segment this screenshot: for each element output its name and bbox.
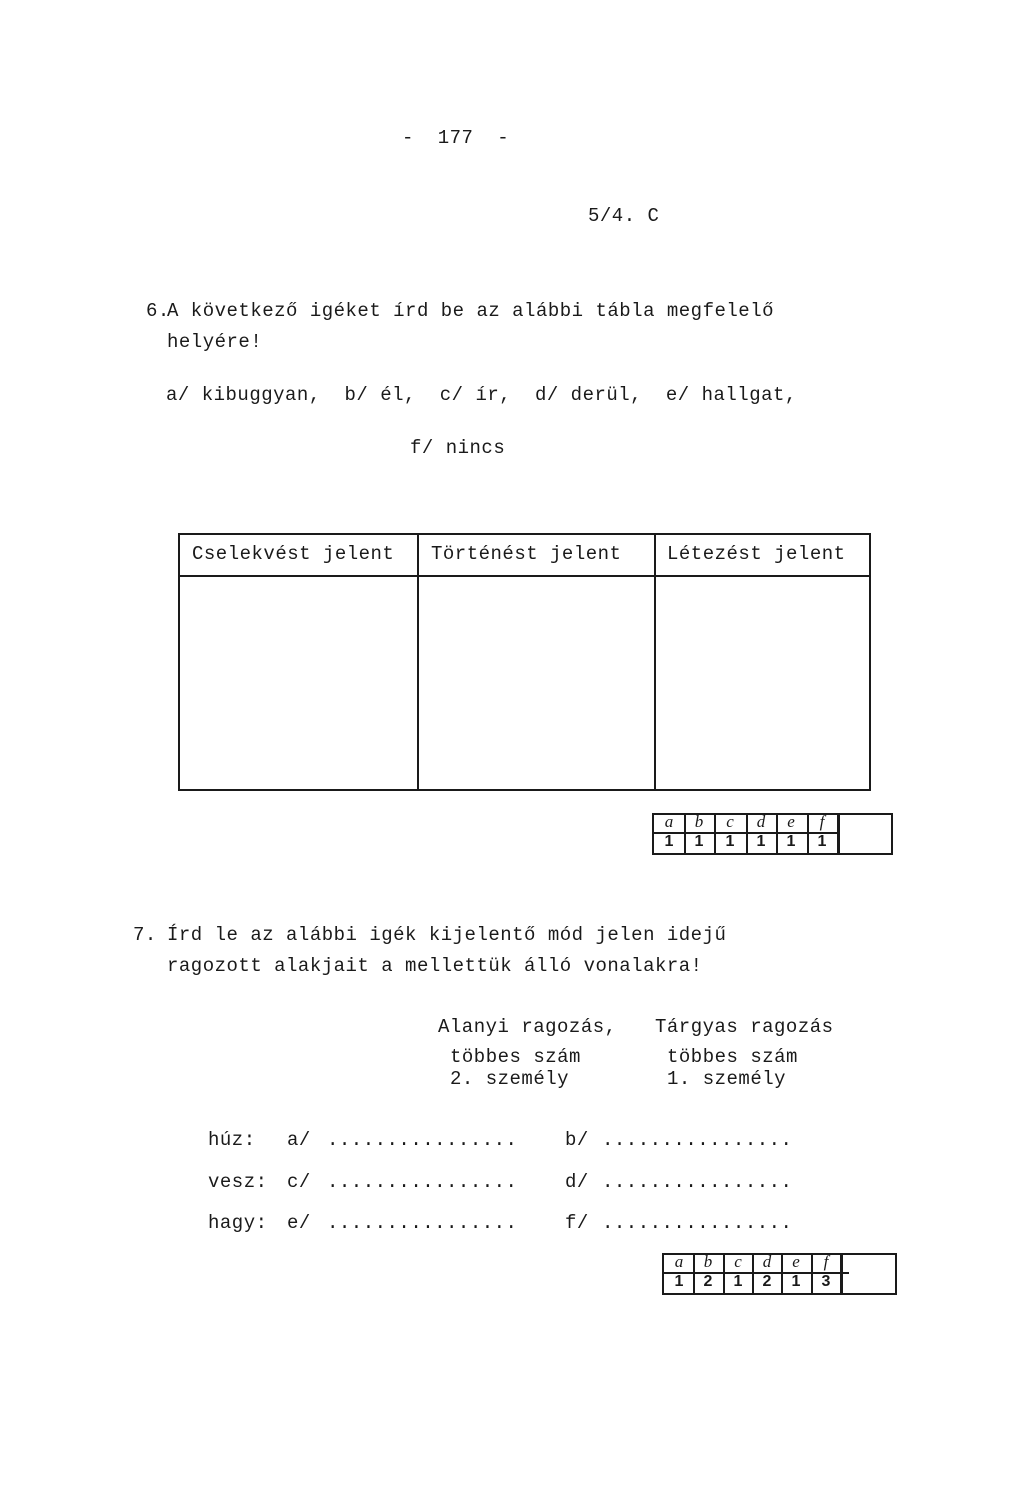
score-letter: a [674, 1252, 684, 1271]
answer-line[interactable]: ................ [602, 1129, 793, 1151]
answer-cell-letezest[interactable] [656, 577, 871, 789]
score-total-box[interactable] [840, 815, 891, 853]
score-total-box[interactable] [843, 1255, 895, 1293]
score-point: 1 [674, 1273, 684, 1290]
exercise-code: 5/4. C [588, 205, 660, 227]
answer-label: a/ [287, 1129, 311, 1151]
score-point: 1 [791, 1273, 801, 1290]
verb-label: húz: [208, 1129, 256, 1151]
task6-instruction-line2: helyére! [167, 331, 263, 353]
score-letter: d [762, 1252, 772, 1271]
answer-label: f/ [565, 1212, 589, 1234]
answer-label: d/ [565, 1171, 589, 1193]
task7-instruction-line2: ragozott alakjait a mellettük álló vonalakra! [167, 955, 703, 977]
col-alanyi-title: Alanyi ragozás, [438, 1016, 617, 1038]
answer-label: e/ [287, 1212, 311, 1234]
task6-number: 6. [146, 300, 170, 322]
verb-classification-table [178, 533, 871, 791]
score-letter: b [703, 1252, 713, 1271]
verb-label: vesz: [208, 1171, 268, 1193]
task6-instruction-line1: A következő igéket írd be az alábbi tábla megfelelő [167, 300, 774, 322]
answer-line[interactable]: ................ [327, 1129, 518, 1151]
answer-line[interactable]: ................ [327, 1171, 518, 1193]
score-letter: c [726, 812, 734, 831]
header-tortenest: Történést jelent [431, 543, 622, 565]
col-targyas-number: többes szám [667, 1046, 798, 1068]
score-point: 1 [733, 1273, 743, 1290]
score-letter: c [734, 1252, 742, 1271]
col-alanyi-person: 2. személy [450, 1068, 570, 1090]
answer-line[interactable]: ................ [602, 1212, 793, 1234]
task6-score-grid [652, 813, 893, 855]
score-point: 1 [756, 833, 766, 850]
answer-line[interactable]: ................ [327, 1212, 518, 1234]
score-point: 1 [817, 833, 827, 850]
answer-line[interactable]: ................ [602, 1171, 793, 1193]
score-point: 1 [725, 833, 735, 850]
task7-number: 7. [133, 924, 157, 946]
task6-verbs-line1: a/ kibuggyan, b/ él, c/ ír, d/ derül, e/ hallgat, [166, 384, 797, 406]
score-letter: a [664, 812, 674, 831]
score-letter: f [823, 1252, 829, 1271]
task7-instruction-line1: Írd le az alábbi igék kijelentő mód jelen idejű [167, 924, 727, 946]
verb-label: hagy: [208, 1212, 268, 1234]
score-point: 3 [821, 1273, 831, 1290]
col-targyas-person: 1. személy [667, 1068, 787, 1090]
score-point: 1 [786, 833, 796, 850]
col-targyas-title: Tárgyas ragozás [655, 1016, 834, 1038]
score-letter: d [756, 812, 766, 831]
answer-label: c/ [287, 1171, 311, 1193]
task6-verbs-line2: f/ nincs [410, 437, 506, 459]
score-letter: e [792, 1252, 800, 1271]
answer-cell-tortenest[interactable] [419, 577, 654, 789]
score-letter: e [787, 812, 795, 831]
score-point: 1 [694, 833, 704, 850]
page-number: - 177 - [402, 127, 510, 149]
answer-cell-cselekvest[interactable] [180, 577, 417, 789]
score-point: 1 [664, 833, 674, 850]
header-letezest: Létezést jelent [667, 543, 846, 565]
header-cselekvest: Cselekvést jelent [192, 543, 395, 565]
score-letter: b [694, 812, 704, 831]
score-letter: f [819, 812, 825, 831]
answer-label: b/ [565, 1129, 589, 1151]
score-point: 2 [703, 1273, 713, 1290]
score-point: 2 [762, 1273, 772, 1290]
task7-score-grid [662, 1253, 897, 1295]
col-alanyi-number: többes szám [450, 1046, 581, 1068]
